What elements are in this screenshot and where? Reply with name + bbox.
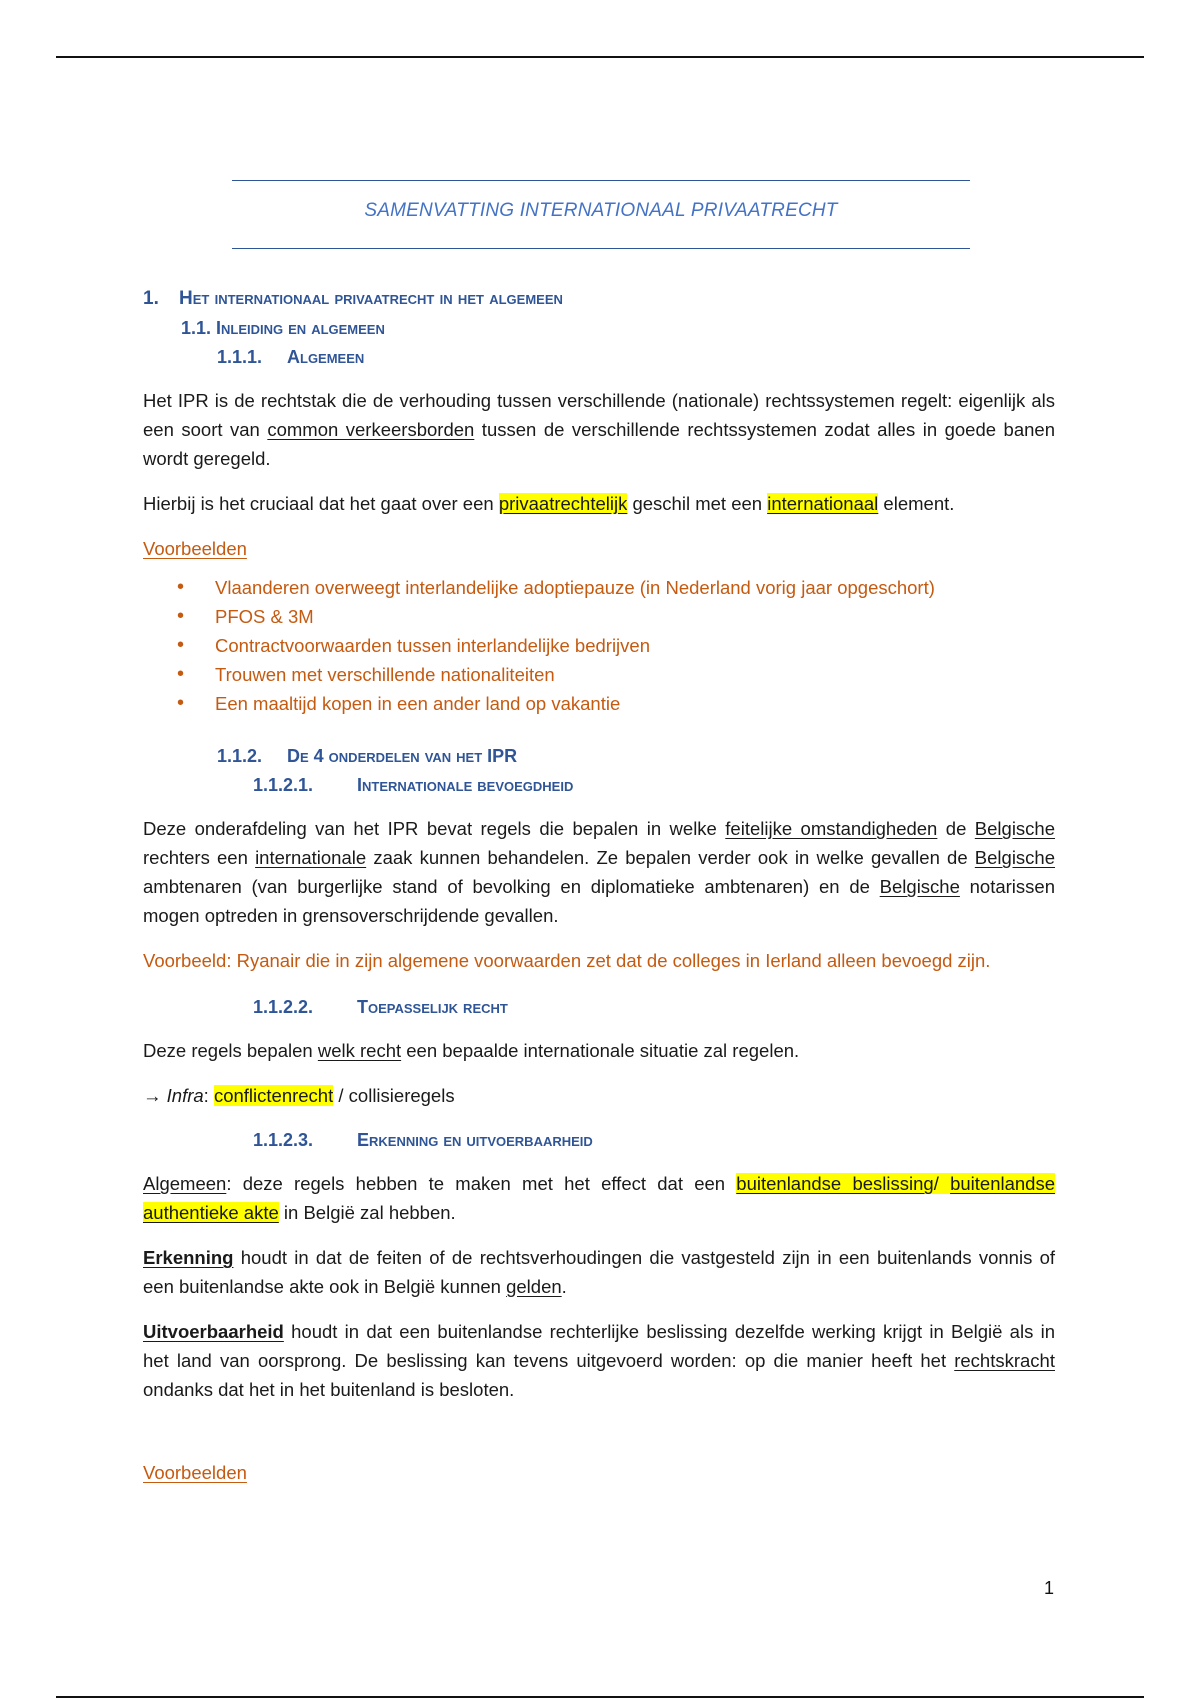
page-bottom-rule: [56, 1696, 1144, 1698]
heading-number: 1.1.2.2.: [253, 997, 314, 1017]
paragraph-ipr-definition: Het IPR is de rechtstak die de verhouding tussen verschillende (nationale) rechtssystemen regelt: eigenlijk als een soort van common verkeersborden tussen de verschillende rechtssystemen zodat alles in goede banen wordt geregeld.: [143, 390, 1055, 469]
examples-heading: Voorbeelden: [143, 538, 247, 559]
highlighted-term: buitenlandse beslissing: [736, 1173, 934, 1194]
underlined-term: Belgische: [879, 876, 960, 897]
heading-number: 1.1.2.: [217, 746, 263, 766]
heading-number: 1.1.2.1.: [253, 775, 314, 795]
page-number: 1: [1043, 1578, 1054, 1598]
list-item: • Een maaltijd kopen in een ander land op vakantie: [143, 689, 1055, 718]
underlined-term: Algemeen: [143, 1173, 227, 1194]
document-body: [143, 288, 1055, 1503]
examples-heading-2: Voorbeelden: [143, 1462, 247, 1483]
example-ryanair: Voorbeeld: Ryanair die in zijn algemene voorwaarden zet dat de colleges in Ierland alleen bevoegd zijn.: [143, 950, 991, 971]
examples-list: [143, 573, 1055, 718]
underlined-term: rechtskracht: [954, 1350, 1055, 1371]
heading-1-1: [143, 318, 1055, 339]
page-top-rule: [56, 56, 1144, 58]
heading-1-1-2: [143, 746, 1055, 767]
paragraph-crucial: Hierbij is het cruciaal dat het gaat over een privaatrechtelijk geschil met een internationaal element.: [143, 493, 955, 514]
bold-term: Uitvoerbaarheid: [143, 1321, 284, 1342]
document-title: SAMENVATTING INTERNATIONAAL PRIVAATRECHT: [364, 200, 838, 221]
list-item: • Trouwen met verschillende nationaliteiten: [143, 660, 1055, 689]
underlined-term: gelden: [506, 1276, 562, 1297]
heading-number: 1.: [143, 288, 159, 309]
underlined-term: common verkeersborden: [267, 419, 475, 440]
list-item: • Vlaanderen overweegt interlandelijke adoptiepauze (in Nederland vorig jaar opgeschort): [143, 573, 1055, 602]
heading-text: 1.1. Inleiding en algemeen: [181, 318, 385, 338]
heading-1-1-1: [143, 347, 1055, 368]
heading-text: Internationale bevoegdheid: [357, 775, 574, 795]
highlighted-term: buitenlandse authentieke akte: [143, 1173, 1056, 1223]
list-item: • PFOS & 3M: [143, 602, 1055, 631]
heading-1-1-2-1: [143, 775, 1055, 796]
heading-1-1-2-2: [143, 997, 1055, 1018]
highlighted-term: internationaal: [767, 493, 879, 514]
heading-text: Het internationaal privaatrecht in het algemeen: [179, 288, 563, 309]
list-item: • Contractvoorwaarden tussen interlandelijke bedrijven: [143, 631, 1055, 660]
underlined-term: internationale: [255, 847, 367, 868]
heading-1-1-2-3: [143, 1130, 1055, 1151]
heading-number: 1.1.2.3.: [253, 1130, 314, 1150]
highlighted-term: conflictenrecht: [213, 1085, 334, 1106]
paragraph-infra: → Infra: conflictenrecht / collisieregels: [143, 1085, 455, 1106]
heading-1: [143, 288, 1055, 310]
heading-number: 1.1.1.: [217, 347, 263, 367]
underlined-term: feitelijke omstandigheden: [725, 818, 938, 839]
title-rule-top: [232, 180, 970, 181]
paragraph-algemeen: Algemeen: deze regels hebben te maken met het effect dat een buitenlandse beslissing/ buitenlandse authentieke akte in België zal hebben.: [143, 1173, 1056, 1223]
paragraph-erkenning: Erkenning houdt in dat de feiten of de rechtsverhoudingen die vastgesteld zijn in een buitenlands vonnis of een buitenlandse akte ook in België kunnen gelden.: [143, 1247, 1055, 1297]
underlined-term: welk recht: [317, 1040, 402, 1061]
heading-text: Algemeen: [287, 347, 365, 367]
underlined-term: Belgische: [974, 818, 1056, 839]
underlined-term: Belgische: [974, 847, 1056, 868]
bold-term: Erkenning: [143, 1247, 234, 1268]
highlighted-term: privaatrechtelijk: [498, 493, 628, 514]
heading-text: De 4 onderdelen van het IPR: [287, 746, 518, 766]
heading-text: Erkenning en uitvoerbaarheid: [357, 1130, 593, 1150]
paragraph-uitvoerbaarheid: Uitvoerbaarheid houdt in dat een buitenlandse rechterlijke beslissing dezelfde werking krijgt in België als in het land van oorsprong. De beslissing kan tevens uitgevoerd worden: op die manier heeft het rechtskracht ondanks dat het in het buitenland is besloten.: [143, 1321, 1055, 1400]
arrow-icon: →: [143, 1085, 167, 1106]
paragraph-bevoegdheid: Deze onderafdeling van het IPR bevat regels die bepalen in welke feitelijke omstandigheden de Belgische rechters een internationale zaak kunnen behandelen. Ze bepalen verder ook in welke gevallen de Belgische ambtenaren (van burgerlijke stand of bevolking en diplomatieke ambtenaren) en de Belgische notarissen mogen optreden in grensoverschrijdende gevallen.: [143, 818, 1056, 926]
heading-text: Toepasselijk recht: [357, 997, 508, 1017]
paragraph-toepasselijk-recht: Deze regels bepalen welk recht een bepaalde internationale situatie zal regelen.: [143, 1040, 800, 1061]
title-rule-bottom: [232, 248, 970, 249]
